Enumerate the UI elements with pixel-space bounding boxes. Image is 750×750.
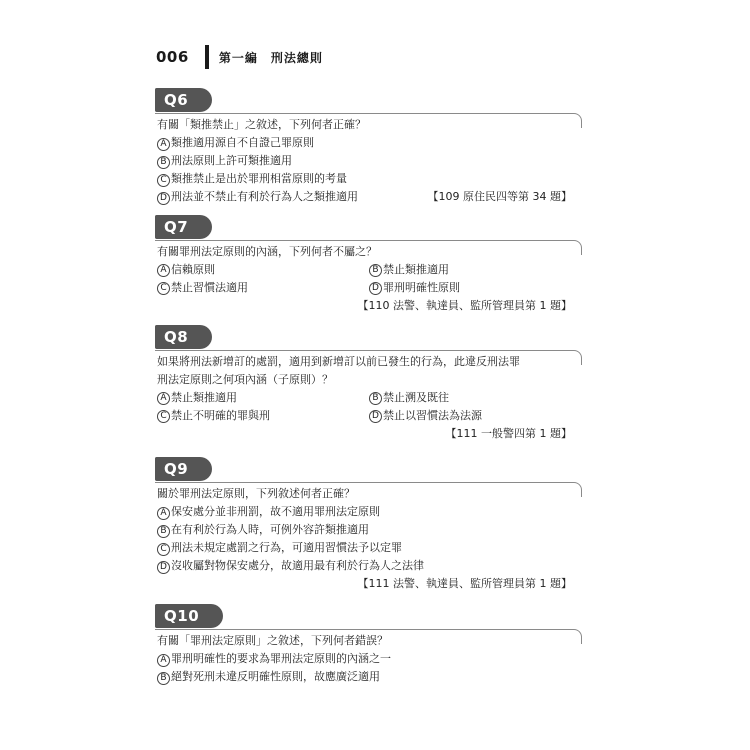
question-rule-line	[155, 113, 582, 128]
option-label-icon: B	[157, 525, 170, 538]
option-a: 信賴原則	[171, 263, 215, 276]
option-label-icon: C	[157, 410, 170, 423]
question-number-tab: Q9	[155, 457, 212, 481]
page-number: 006	[156, 48, 189, 66]
option-label-icon: C	[157, 282, 170, 295]
option-label-icon: A	[157, 392, 170, 405]
option-c: 禁止習慣法適用	[171, 281, 248, 294]
question-source: 【111 法警、執達員、監所管理員第 1 題】	[357, 577, 572, 590]
option-a: 類推適用源自不自證己罪原則	[171, 136, 314, 149]
question-block-q9	[150, 457, 582, 593]
question-number-tab: Q8	[155, 325, 212, 349]
option-label-icon: A	[157, 264, 170, 277]
option-label-icon: B	[157, 672, 170, 685]
question-rule-line	[155, 240, 582, 255]
question-stem: 有關罪刑法定原則的內涵，下列何者不屬之？	[157, 245, 377, 258]
question-number-tab: Q6	[155, 88, 212, 112]
question-stem: 有關「罪刑法定原則」之敘述，下列何者錯誤？	[157, 634, 388, 647]
option-label-icon: B	[157, 156, 170, 169]
option-label-icon: C	[157, 174, 170, 187]
option-c: 類推禁止是出於罪刑相當原則的考量	[171, 172, 347, 185]
question-source: 【109 原住民四等第 34 題】	[427, 190, 572, 203]
option-b: 絕對死刑未違反明確性原則，故應廣泛適用	[171, 670, 380, 683]
option-c: 刑法未規定處罰之行為，可適用習慣法予以定罪	[171, 541, 402, 554]
question-block-q7	[150, 215, 582, 315]
chapter-title: 第一編 刑法總則	[218, 50, 323, 65]
question-number-tab: Q10	[155, 604, 223, 628]
option-label-icon: A	[157, 138, 170, 151]
option-b: 刑法原則上許可類推適用	[171, 154, 292, 167]
page-header	[156, 44, 323, 70]
question-stem-continued: 刑法定原則之何項內涵（子原則）？	[157, 373, 333, 386]
question-rule-line	[155, 629, 582, 644]
option-b: 在有利於行為人時，可例外容許類推適用	[171, 523, 369, 536]
question-block-q6	[150, 88, 582, 206]
header-divider	[205, 45, 209, 69]
option-label-icon: A	[157, 507, 170, 520]
option-a: 保安處分並非刑罰，故不適用罪刑法定原則	[171, 505, 380, 518]
question-block-q10	[150, 604, 582, 686]
question-block-q8	[150, 325, 582, 443]
question-number-tab: Q7	[155, 215, 212, 239]
option-label-icon: A	[157, 654, 170, 667]
option-d: 沒收屬對物保安處分，故適用最有利於行為人之法律	[171, 559, 424, 572]
option-d: 禁止以習慣法為法源	[383, 409, 482, 422]
option-label-icon: B	[369, 392, 382, 405]
question-stem: 關於罪刑法定原則，下列敘述何者正確？	[157, 487, 355, 500]
option-b: 禁止類推適用	[383, 263, 449, 276]
option-label-icon: B	[369, 264, 382, 277]
option-label-icon: D	[369, 410, 382, 423]
option-label-icon: C	[157, 543, 170, 556]
option-label-icon: D	[157, 561, 170, 574]
question-stem: 有關「類推禁止」之敘述，下列何者正確？	[157, 118, 366, 131]
option-c: 禁止不明確的罪與刑	[171, 409, 270, 422]
question-stem: 如果將刑法新增訂的處罰，適用到新增訂以前已發生的行為，此違反刑法罪	[157, 355, 520, 368]
option-a: 禁止類推適用	[171, 391, 237, 404]
question-rule-line	[155, 350, 582, 365]
question-rule-line	[155, 482, 582, 497]
option-label-icon: D	[157, 192, 170, 205]
option-d: 刑法並不禁止有利於行為人之類推適用	[171, 190, 358, 203]
question-source: 【110 法警、執達員、監所管理員第 1 題】	[357, 299, 572, 312]
question-source: 【111 一般警四第 1 題】	[445, 427, 572, 440]
option-d: 罪刑明確性原則	[383, 281, 460, 294]
option-b: 禁止溯及既往	[383, 391, 449, 404]
option-a: 罪刑明確性的要求為罪刑法定原則的內涵之一	[171, 652, 391, 665]
option-label-icon: D	[369, 282, 382, 295]
